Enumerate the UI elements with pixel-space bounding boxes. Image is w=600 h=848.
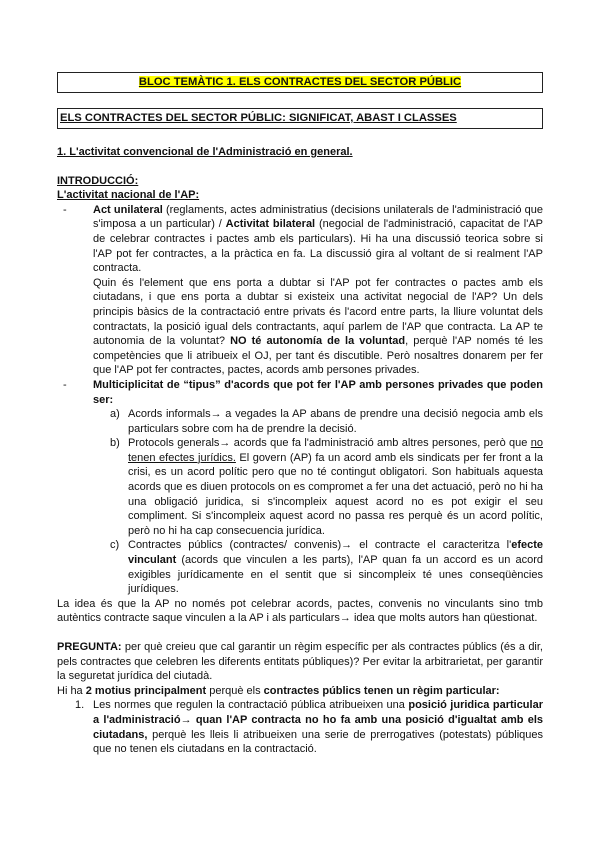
bold-text: contractes públics tenen un règim particular: bbox=[263, 684, 500, 697]
bold-text: Multiciplicitat de “tipus” d'acords que pot fer l'AP amb persones privades que poden ser: bbox=[93, 378, 543, 406]
text: Les normes que regulen la contractació pública atribueixen una bbox=[93, 699, 409, 712]
text: perquè els bbox=[206, 684, 264, 697]
text: per què creieu que cal garantir un règim específic per als contractes públics (és a dir, pels contractes que celebren les diferents entitats públiques)? Per evitar la arbitrarietat, per garantir la seguretat jurídica del ciutadà. bbox=[57, 641, 543, 683]
list-item bbox=[57, 203, 543, 276]
list-marker: a) bbox=[110, 408, 120, 421]
text: Quin és l'element que ens porta a dubtar si l'AP pot fer contractes o pactes amb els ciutadans, i que ens porta a dubtar si existeix una activitat negocial de l'AP? Un dels principis bàsics de la contractació entre privats és l'acord entre parts, la lliure voluntat dels contractats, la posició igual dels contractants, aquí parlem de l'AP que contracta. La AP te autonomia de la voluntat? bbox=[93, 276, 543, 348]
bold-text: Act unilateral bbox=[93, 203, 163, 216]
bold-text: efecte vinculant bbox=[128, 539, 543, 567]
bold-text: Activitat bilateral bbox=[225, 218, 316, 231]
section-heading bbox=[57, 188, 543, 203]
text: perquè les lleis li atribueixen una serie de prerrogatives (potestats) públiques que no tenen els ciutadans en la contractació. bbox=[93, 728, 543, 756]
section-heading bbox=[57, 174, 543, 189]
text: L'activitat nacional de l'AP: bbox=[57, 189, 200, 202]
text: INTRODUCCIÓ: bbox=[57, 174, 139, 187]
list-marker: - bbox=[63, 203, 67, 216]
bold-text: posició juridica particular a l'administració→ quan l'AP contracta no ho fa amb una posició d'igualtat amb els ciutadans, bbox=[93, 699, 543, 741]
text: Acords informals→ a vegades la AP abans de prendre una decisió negocia amb els particulars sobre com ha de prendre la decisió. bbox=[128, 408, 543, 435]
text: Protocols generals→ acords que fa l'administració amb altres persones, però que bbox=[128, 437, 531, 450]
paragraph bbox=[57, 597, 543, 626]
document-title: BLOC TEMÀTIC 1. ELS CONTRACTES DEL SECTOR PÚBLIC bbox=[138, 76, 462, 88]
paragraph bbox=[57, 684, 543, 699]
list-item bbox=[57, 407, 543, 436]
text: El govern (AP) fa un acord amb els sindicats per fer front a la crisi, es un acord polític pero que no té contingut obligatori. Son habituals aquesta acords que es diuen protocols on es compromet a fer una det actuació, però no hi ha una obligació juridica, si s'incompleix aquest acord no es pot exigir el seu compliment. Si s'incompleix aquest acord no passa res perquè és un acord polític, però no hi ha cap consecuencia jurídica. bbox=[128, 451, 543, 537]
list-item bbox=[57, 276, 543, 378]
list-item bbox=[57, 378, 543, 407]
spacer bbox=[57, 626, 543, 640]
list-marker: - bbox=[63, 378, 67, 391]
list-item bbox=[57, 698, 543, 756]
text: , perquè l'AP només té les competències que li atribueix el OJ, per tant és discutible. Però nosaltres donarem per fer que l'AP pot fer contractes, pactes, acords amb persones privades. bbox=[93, 335, 543, 377]
paragraph bbox=[57, 640, 543, 684]
bold-text: PREGUNTA: bbox=[57, 641, 122, 653]
text: La idea és que la AP no només pot celebrar acords, pactes, convenis no vinculants sino tmb autèntics contracte saque vinculen a la AP i als particulars→ idea que molts autors han qüestionat. bbox=[57, 597, 543, 625]
text: (negocial de l'administració, capacitat de l'AP de celebrar contractes i pactes amb els particulars). Hi ha una discussió teorica sobre si l'AP pot fer contractes, a la pràctica en fa. La discussió gira al voltant de si realment l'AP contracta. bbox=[93, 218, 544, 275]
document-body bbox=[57, 145, 543, 757]
text: (acords que vinculen a les parts), l'AP quan fa un accord es un acord exigibles jurídicamente en el sentit que si sincompleix té unes conseqüències jurídiques. bbox=[128, 554, 543, 596]
bold-text: NO té autonomía de la voluntad bbox=[230, 335, 406, 348]
list-marker: 1. bbox=[75, 699, 85, 712]
list-marker: b) bbox=[110, 437, 120, 450]
text: (reglaments, actes administratius (decisions unilaterals de l'administració que s'imposa a un particular) / bbox=[93, 203, 543, 231]
underlined-text: no tenen efectes jurídics. bbox=[128, 437, 543, 464]
text: Hi ha bbox=[57, 684, 86, 697]
spacer bbox=[57, 160, 543, 174]
bold-text: 2 motius principalment bbox=[85, 684, 207, 697]
title-box bbox=[57, 72, 543, 93]
list-item bbox=[57, 538, 543, 596]
list-item bbox=[57, 436, 543, 538]
subtitle-box: ELS CONTRACTES DEL SECTOR PÚBLIC: SIGNIFICAT, ABAST I CLASSES bbox=[57, 108, 543, 129]
section-heading bbox=[57, 145, 543, 160]
text: 1. L'activitat convencional de l'Administració en general. bbox=[57, 146, 353, 158]
text: Contractes públics (contractes/ convenis)→ el contracte el caracteritza l' bbox=[128, 539, 512, 552]
list-marker: c) bbox=[110, 539, 120, 552]
